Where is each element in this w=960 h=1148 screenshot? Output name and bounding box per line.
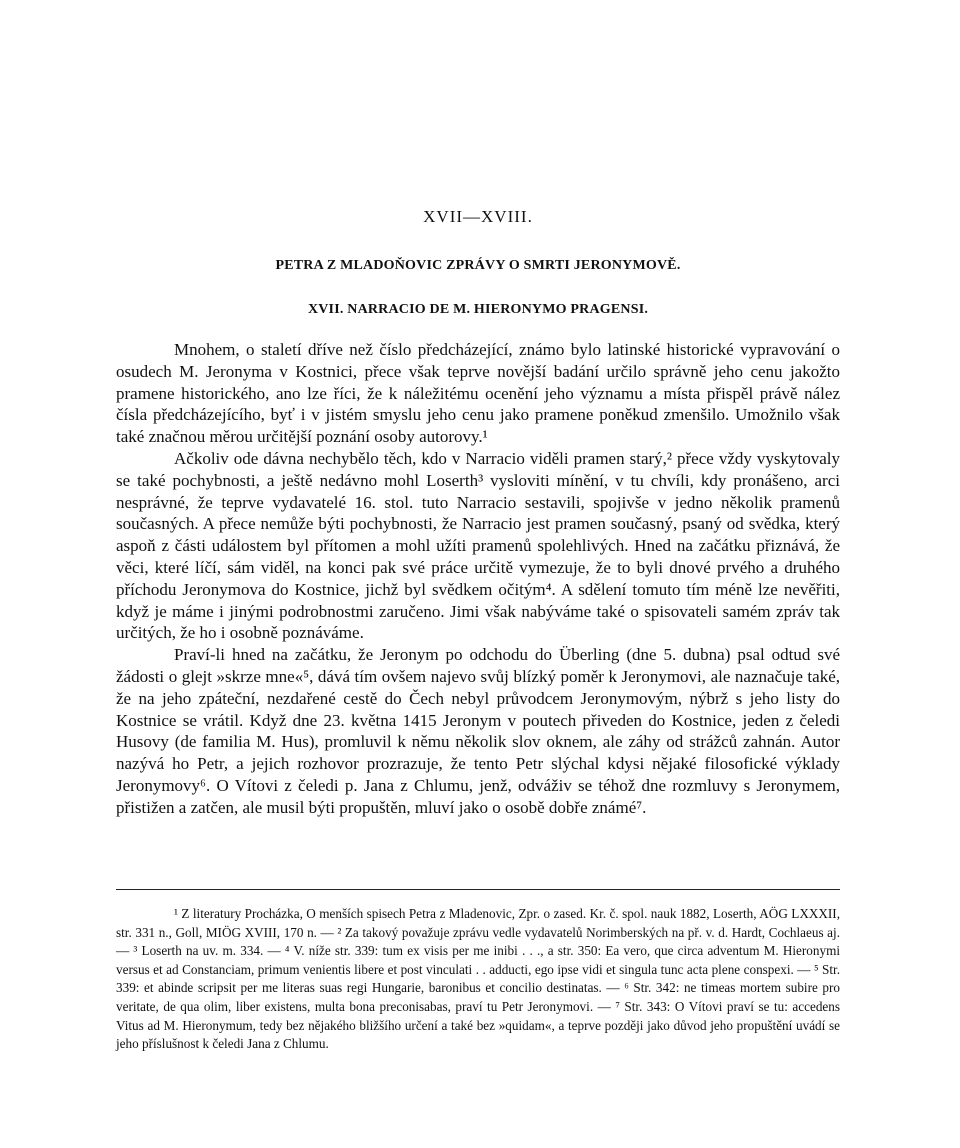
section-title: XVII. NARRACIO DE M. HIERONYMO PRAGENSI. bbox=[307, 302, 649, 317]
footnote-block: ¹ Z literatury Procházka, O menších spisech Petra z Mladenovic, Zpr. o zased. Kr. č. spol. nauk 1882, Loserth, AÖG LXXXII, str. 331 n., Goll, MIÖG XVIII, 170 n. — ² Za takový považuje zprávu vedle vydavatelů Norimberských na př. v. d. Hardt, Cochlaeus aj. — ³ Loserth na uv. m. 334. — ⁴ V. níže str. 339: tum ex visis per me inibi . . ., a str. 350: Ea vero, que circa adventum M. Hieronymi versus et ad Constanciam, primum venientis libere et post vinculati . . adducti, ego ipse vidi et singula tunc acta plene conspexi. — ⁵ Str. 339: et abinde scripsit per me literas suas regi Hungarie, baronibus et concilio destinatas. — ⁶ Str. 342: ne timeas mortem subire pro veritate, de qua olim, liber existens, multa bona preconisabas, praví tu Petr Jeronymovi. — ⁷ Str. 343: O Vítovi praví se tu: accedens Vitus ad M. Hieronymum, tedy bez nějakého bližšího určení a také bez »quidam«, a teprve později jako důvod jeho propuštění uvádí se jeho příslušnost k čeledi Jana z Chlumu. bbox=[116, 906, 840, 1052]
paragraph: Ačkoliv ode dávna nechybělo těch, kdo v Narracio viděli pramen starý,² přece vždy vyskytovaly se také pochybnosti, a ještě nedávno mohl Loserth³ vysloviti mínění, v tu chvíli, kdy pronášeno, arci nesprávné, že teprve vydavatelé 16. stol. tuto Narracio sestavili, spojivše v jedno několik pramenů současných. A přece nemůže býti pochybnosti, že Narracio jest pramen současný, psaný od svědka, který aspoň z části událostem byl přítomen a mohl užíti pramenů spolehlivých. Hned na začátku přiznává, že věci, které líčí, sám viděl, na konci pak své práce určitě vymezuje, že to byli dnové prvého a druhého příchodu Jeronymova do Kostnice, jichž byl svědkem očitým⁴. A sdělení tomuto tím méně lze nevěřiti, když je máme i jinými podrobnostmi zaručeno. Jimi však nabýváme také o spisovateli samém zpráv tak určitých, že ho i osobně poznáváme. bbox=[116, 448, 840, 643]
body-text bbox=[116, 339, 840, 819]
chapter-number: XVII—XVIII. bbox=[423, 207, 533, 226]
footnote-divider bbox=[116, 889, 840, 890]
paragraph: Mnohem, o staletí dříve než číslo předcházející, známo bylo latinské historické vypravování o osudech M. Jeronyma v Kostnici, přece však teprve novější badání určilo správně jeho cenu jakožto pramene historického, ano lze říci, že k náležitému ocenění jeho významu a místa přispěl právě nález čísla předcházejícího, byť i v jistém smyslu jeho cenu jako pramene poněkud zmenšilo. Umožnilo však také značnou měrou určitější poznání osoby autorovy.¹ bbox=[116, 340, 840, 447]
footnotes bbox=[116, 905, 840, 1054]
document-title: PETRA Z MLADOŇOVIC ZPRÁVY O SMRTI JERONYMOVĚ. bbox=[275, 258, 681, 273]
paragraph: Praví-li hned na začátku, že Jeronym po odchodu do Überling (dne 5. dubna) psal odtud své žádosti o glejt »skrze mne«⁵, dává tím ovšem najevo svůj blízký poměr k Jeronymovi, ale naznačuje také, že na jeho zpáteční, nezdařené cestě do Čech nebyl průvodcem Jeronymovým, nýbrž s jeho listy do Kostnice se vrátil. Když dne 23. května 1415 Jeronym v poutech přiveden do Kostnice, jeden z čeledi Husovy (de familia M. Hus), promluvil k němu několik slov oknem, ale záhy od strážců zahnán. Autor nazývá ho Petr, a jejich rozhovor prozrazuje, že tento Petr slýchal kdysi nějaké filosofické výklady Jeronymovy⁶. O Vítovi z čeledi p. Jana z Chlumu, jenž, odváživ se téhož dne rozmluvy s Jeronymem, přistižen a zatčen, ale musil býti propuštěn, mluví jako o osobě dobře známé⁷. bbox=[116, 645, 840, 817]
